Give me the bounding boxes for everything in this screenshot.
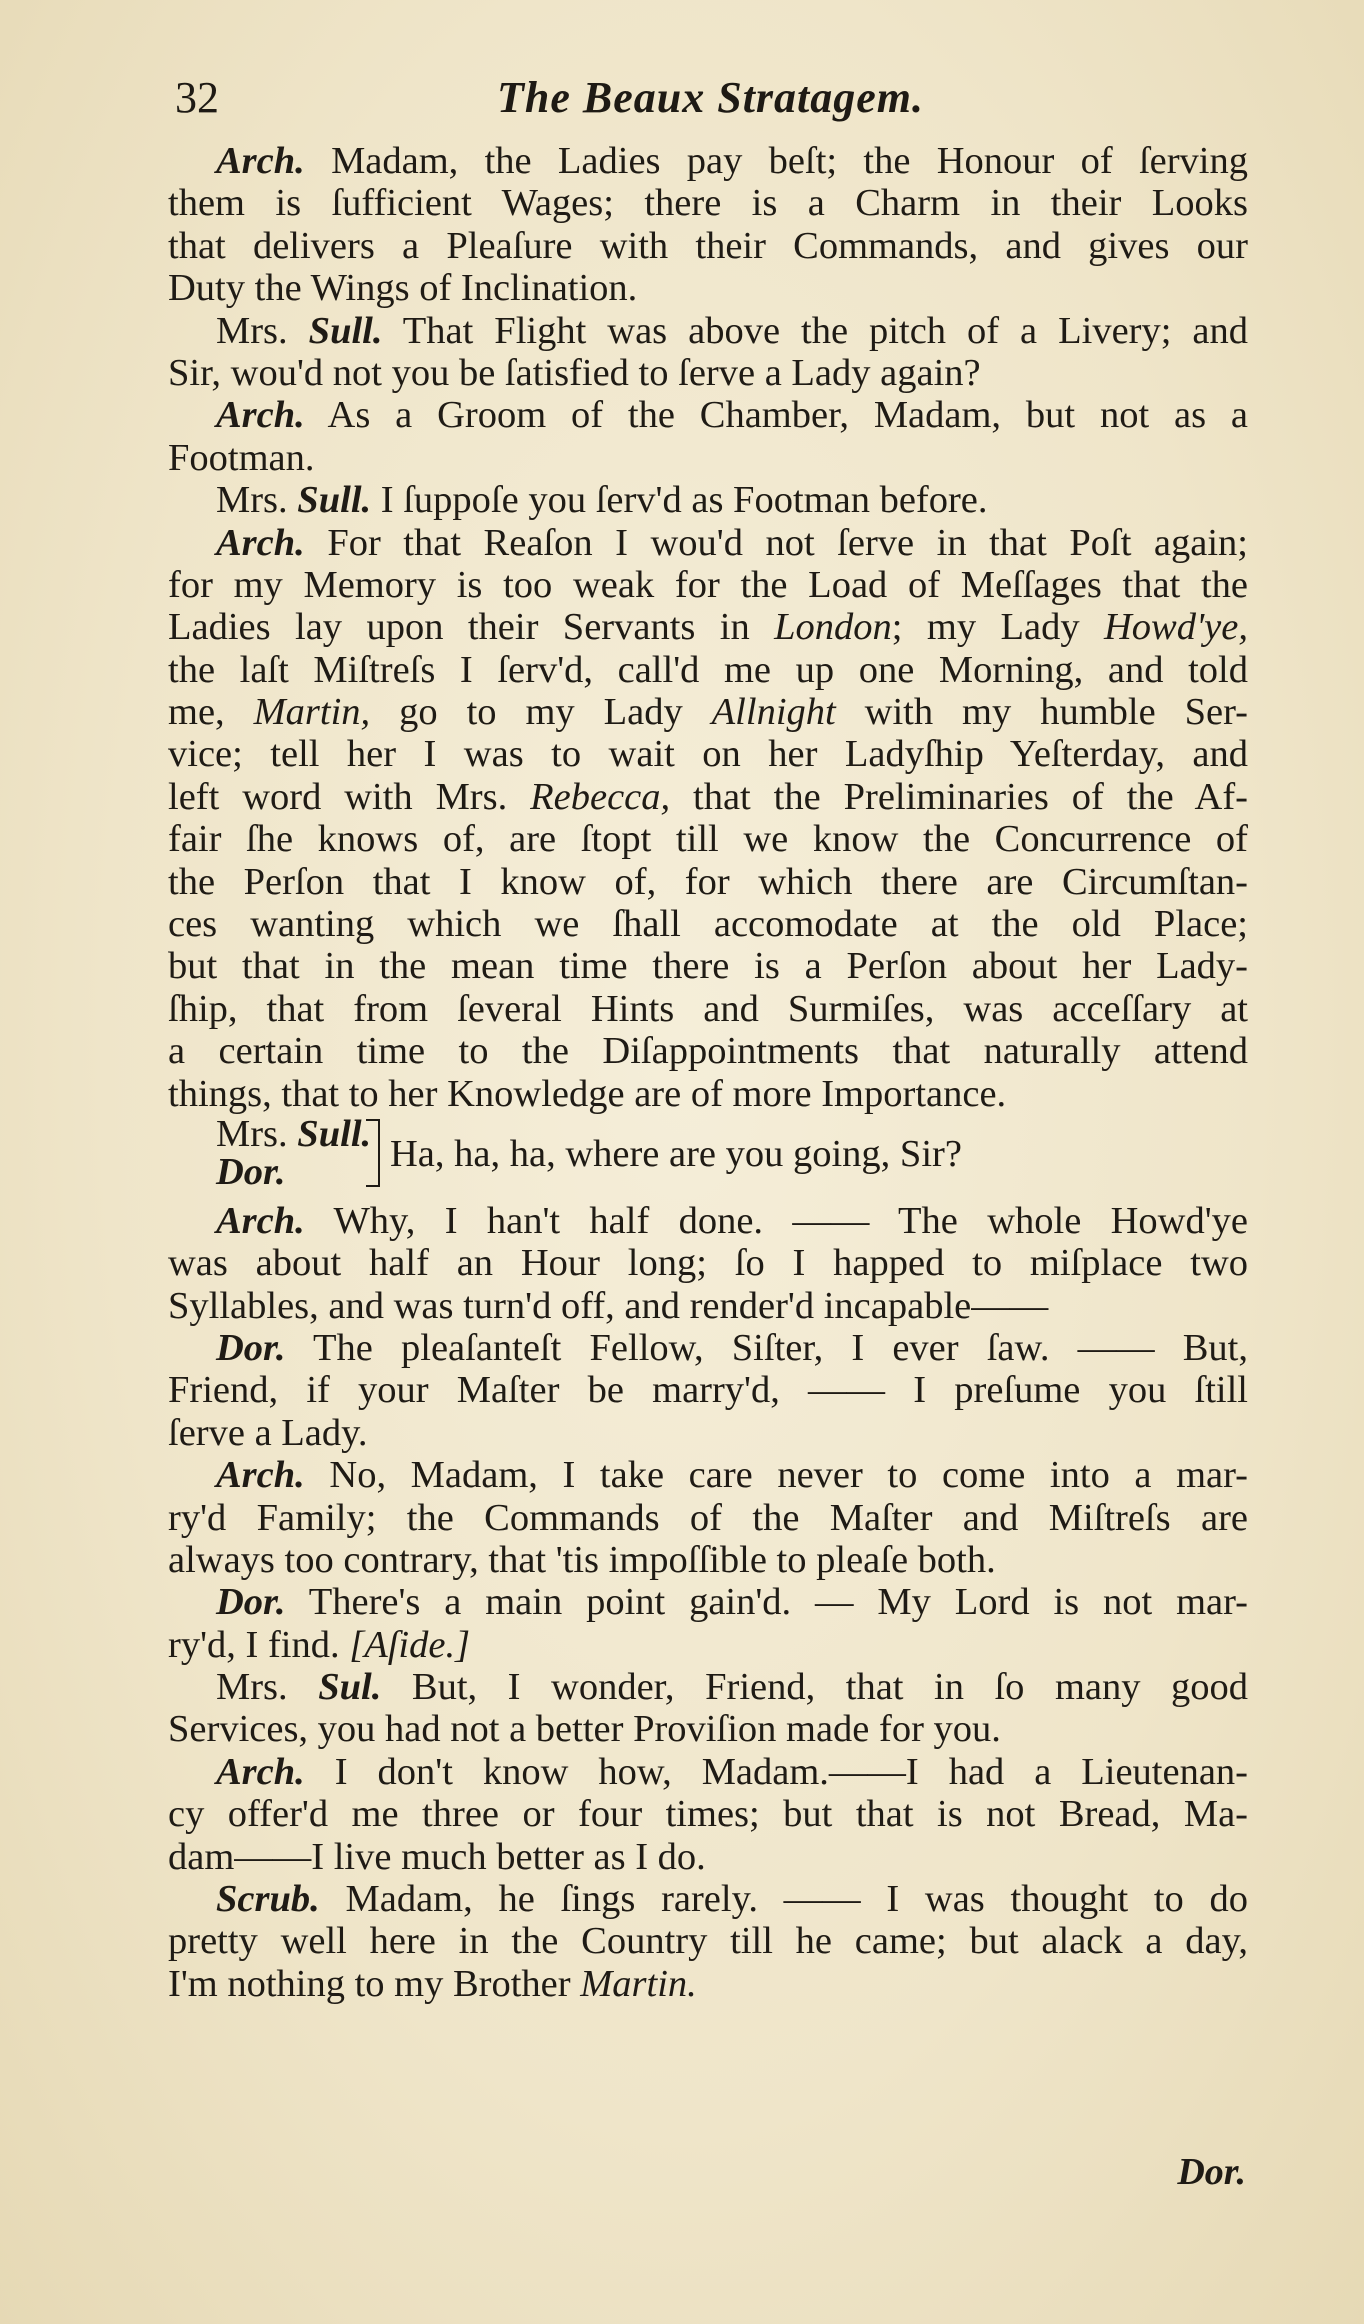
speaker-name: Dor. bbox=[216, 1150, 286, 1193]
text-line bbox=[168, 733, 1248, 775]
line-text: Madam, he ſings rarely. —— I was thought to do bbox=[345, 1878, 1249, 1921]
text-line bbox=[168, 1412, 1248, 1454]
line-text: The pleaſanteſt Fellow, Siſter, I ever ſaw. —— But, bbox=[313, 1326, 1248, 1369]
speaker-name: Arch. bbox=[216, 521, 305, 564]
play-text bbox=[168, 140, 1248, 2005]
joint-speech-text: Ha, ha, ha, where are you going, Sir? bbox=[390, 1132, 962, 1175]
text-line bbox=[168, 1369, 1248, 1411]
speaker-prefix: Mrs. bbox=[216, 309, 288, 352]
speaker-name: Sull. bbox=[297, 1112, 372, 1155]
line-text: Ladies lay upon their Servants in London; my Lady Howd'ye, bbox=[168, 606, 1248, 649]
line-text: Syllables, and was turn'd off, and render'd incapable—— bbox=[168, 1284, 1049, 1327]
text-line bbox=[168, 1708, 1248, 1750]
line-text: a certain time to the Diſappointments that naturally attend bbox=[168, 1030, 1248, 1073]
text-line bbox=[168, 649, 1248, 691]
text-line bbox=[168, 1666, 1248, 1708]
line-text: I don't know how, Madam.——I had a Lieutenan- bbox=[334, 1750, 1248, 1793]
speaker-name: Dor. bbox=[216, 1581, 286, 1624]
text-line bbox=[168, 818, 1248, 860]
line-text: ry'd, I find. bbox=[168, 1623, 340, 1666]
line-text: But, I wonder, Friend, that in ſo many good bbox=[411, 1666, 1249, 1709]
text-line bbox=[168, 437, 1248, 479]
text-line bbox=[168, 606, 1248, 648]
text-line bbox=[168, 352, 1248, 394]
text-line bbox=[168, 182, 1248, 224]
speaker-name: Arch. bbox=[216, 140, 305, 182]
text-line bbox=[168, 564, 1248, 606]
line-text: vice; tell her I was to wait on her Ladyſhip Yeſterday, and bbox=[168, 733, 1248, 776]
speaker-name: Arch. bbox=[216, 1750, 305, 1793]
text-line bbox=[168, 1624, 1248, 1666]
text-line bbox=[168, 1285, 1248, 1327]
line-text: Why, I han't half done. —— The whole Howd'ye bbox=[333, 1199, 1248, 1242]
speaker-name: Sul. bbox=[318, 1666, 382, 1709]
line-text: Sir, wou'd not you be ſatisfied to ſerve a Lady again? bbox=[168, 351, 981, 394]
line-text: Friend, if your Maſter be marry'd, —— I preſume you ſtill bbox=[168, 1369, 1248, 1412]
text-line bbox=[168, 1327, 1248, 1369]
line-text: Services, you had not a better Proviſion made for you. bbox=[168, 1708, 1001, 1751]
dialogue-block-1 bbox=[168, 140, 1248, 1115]
speaker-name: Sull. bbox=[297, 479, 372, 522]
line-text: but that in the mean time there is a Perſon about her Lady- bbox=[168, 945, 1248, 988]
text-line bbox=[168, 945, 1248, 987]
text-line bbox=[168, 1963, 1248, 2005]
line-text: me, Martin, go to my Lady Allnight with my humble Ser- bbox=[168, 691, 1248, 734]
speaker-name: Scrub. bbox=[216, 1878, 320, 1921]
line-text: left word with Mrs. Rebecca, that the Preliminaries of the Af- bbox=[168, 775, 1248, 818]
line-text: that delivers a Pleaſure with their Commands, and gives our bbox=[168, 224, 1248, 267]
text-line bbox=[168, 267, 1248, 309]
page-header bbox=[175, 72, 1255, 142]
speaker-prefix: Mrs. bbox=[216, 1666, 288, 1709]
line-text: the laſt Miſtreſs I ſerv'd, call'd me up one Morning, and told bbox=[168, 648, 1248, 691]
stage-direction: [Aſide.] bbox=[349, 1623, 471, 1666]
line-text: was about half an Hour long; ſo I happed to miſplace two bbox=[168, 1242, 1248, 1285]
text-line bbox=[168, 1454, 1248, 1496]
text-line bbox=[168, 1793, 1248, 1835]
speaker-name: Arch. bbox=[216, 394, 305, 437]
text-line bbox=[168, 310, 1248, 352]
line-text: ces wanting which we ſhall accomodate at the old Place; bbox=[168, 903, 1248, 946]
text-line bbox=[168, 776, 1248, 818]
joint-speakers bbox=[216, 1112, 372, 1193]
text-line bbox=[168, 861, 1248, 903]
line-text: I ſuppoſe you ſerv'd as Footman before. bbox=[380, 479, 988, 522]
brace-mark bbox=[366, 1119, 380, 1187]
speaker-name: Arch. bbox=[216, 1199, 305, 1242]
text-line bbox=[168, 1878, 1248, 1920]
text-line bbox=[168, 394, 1248, 436]
line-text: Madam, the Ladies pay beſt; the Honour of ſerving bbox=[331, 140, 1248, 182]
text-line bbox=[168, 903, 1248, 945]
text-line bbox=[168, 1836, 1248, 1878]
joint-speech bbox=[168, 1112, 1248, 1200]
line-text: That Flight was above the pitch of a Livery; and bbox=[402, 309, 1249, 352]
text-line bbox=[168, 988, 1248, 1030]
text-line bbox=[168, 1242, 1248, 1284]
dialogue-block-2 bbox=[168, 1200, 1248, 2005]
text-line bbox=[168, 225, 1248, 267]
page-number: 32 bbox=[175, 73, 219, 122]
line-text: No, Madam, I take care never to come into a mar- bbox=[329, 1454, 1248, 1497]
text-line bbox=[168, 522, 1248, 564]
text-line bbox=[168, 1030, 1248, 1072]
text-line bbox=[168, 1751, 1248, 1793]
text-line bbox=[168, 1920, 1248, 1962]
line-text: I'm nothing to my Brother Martin. bbox=[168, 1962, 697, 2005]
text-line bbox=[168, 1497, 1248, 1539]
line-text: fair ſhe knows of, are ſtopt till we know the Concurrence of bbox=[168, 818, 1248, 861]
text-line bbox=[168, 1073, 1248, 1115]
text-line bbox=[168, 691, 1248, 733]
speaker-name: Arch. bbox=[216, 1454, 305, 1497]
line-text: As a Groom of the Chamber, Madam, but not as a bbox=[327, 394, 1248, 437]
line-text: Duty the Wings of Inclination. bbox=[168, 267, 638, 310]
line-text: ry'd Family; the Commands of the Maſter and Miſtreſs are bbox=[168, 1496, 1248, 1539]
line-text: ſhip, that from ſeveral Hints and Surmiſes, was acceſſary at bbox=[168, 987, 1248, 1030]
text-line bbox=[168, 1539, 1248, 1581]
line-text: ſerve a Lady. bbox=[168, 1411, 368, 1454]
line-text: always too contrary, that 'tis impoſſible to pleaſe both. bbox=[168, 1538, 996, 1581]
running-title: The Beaux Stratagem. bbox=[497, 73, 925, 122]
line-text: for my Memory is too weak for the Load of Meſſages that the bbox=[168, 563, 1248, 606]
line-text: There's a main point gain'd. — My Lord is not mar- bbox=[308, 1581, 1248, 1624]
speaker-prefix: Mrs. bbox=[216, 1112, 288, 1155]
line-text: For that Reaſon I wou'd not ſerve in that Poſt again; bbox=[327, 521, 1248, 564]
speaker-prefix: Mrs. bbox=[216, 479, 288, 522]
line-text: things, that to her Knowledge are of more Importance. bbox=[168, 1072, 1007, 1115]
text-line bbox=[168, 1581, 1248, 1623]
text-line bbox=[168, 140, 1248, 182]
line-text: Footman. bbox=[168, 436, 315, 479]
catchword: Dor. bbox=[1177, 2151, 1246, 2193]
line-text: them is ſufficient Wages; there is a Charm in their Looks bbox=[168, 182, 1248, 225]
line-text: dam——I live much better as I do. bbox=[168, 1835, 706, 1878]
speaker-name: Dor. bbox=[216, 1326, 286, 1369]
text-line bbox=[168, 1200, 1248, 1242]
line-text: pretty well here in the Country till he came; but alack a day, bbox=[168, 1920, 1248, 1963]
line-text: cy offer'd me three or four times; but that is not Bread, Ma- bbox=[168, 1793, 1248, 1836]
speaker-name: Sull. bbox=[308, 309, 383, 352]
text-line bbox=[168, 479, 1248, 521]
line-text: the Perſon that I know of, for which there are Circumſtan- bbox=[168, 860, 1248, 903]
